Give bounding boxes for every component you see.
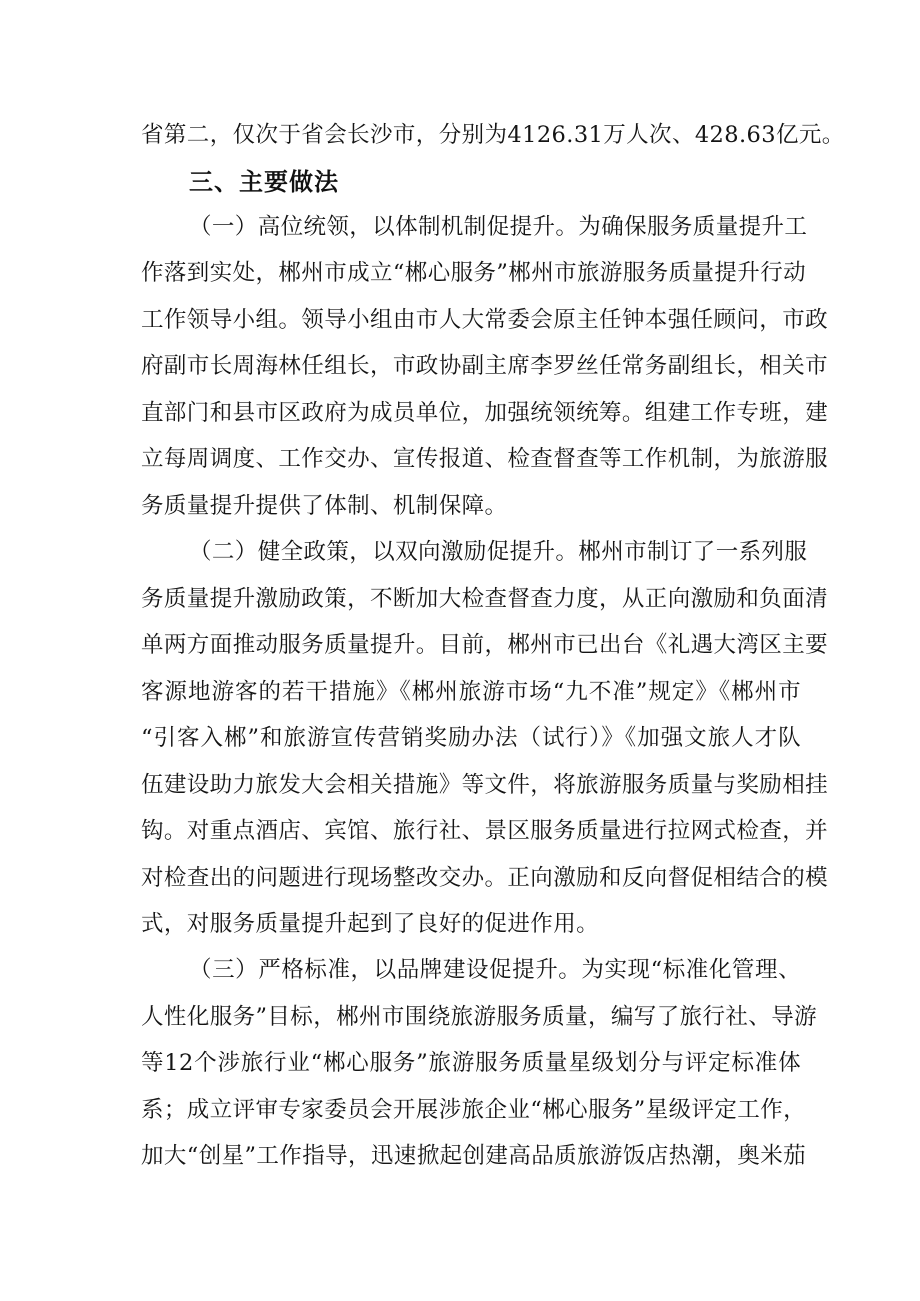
- paragraph-2-line-9: 式，对服务质量提升起到了良好的促进作用。: [141, 911, 600, 937]
- paragraph-2-line-6: 伍建设助力旅发大会相关措施》等文件，将旅游服务质量与奖励相挂: [141, 772, 829, 798]
- paragraph-3-line-2: 人性化服务”目标，郴州市围绕旅游服务质量，编写了旅行社、导游: [141, 1004, 818, 1030]
- paragraph-2-line-8: 对检查出的问题进行现场整改交办。正向激励和反向督促相结合的模: [141, 865, 829, 891]
- text-line-1: 省第二，仅次于省会长沙市，分别为4126.31万人次、428.63亿元。: [141, 122, 845, 148]
- paragraph-2-line-2: 务质量提升激励政策，不断加大检查督查力度，从正向激励和负面清: [141, 586, 829, 612]
- paragraph-1-line-6: 立每周调度、工作交办、宣传报道、检查督查等工作机制，为旅游服: [141, 446, 829, 472]
- paragraph-3-line-3: 等12个涉旅行业“郴心服务”旅游服务质量星级划分与评定标准体: [141, 1050, 801, 1076]
- paragraph-1-line-7: 务质量提升提供了体制、机制保障。: [141, 493, 508, 519]
- paragraph-2-line-7: 钩。对重点酒店、宾馆、旅行社、景区服务质量进行拉网式检查，并: [141, 818, 829, 844]
- paragraph-1-line-1: （一）高位统领，以体制机制促提升。为确保服务质量提升工: [189, 214, 808, 240]
- paragraph-2-line-4: 客源地游客的若干措施》《郴州旅游市场“九不准”规定》《郴州市: [141, 679, 801, 705]
- paragraph-1-line-4: 府副市长周海林任组长，市政协副主席李罗丝任常务副组长，相关市: [141, 353, 829, 379]
- section-heading: 三、主要做法: [189, 168, 339, 196]
- paragraph-1-line-3: 工作领导小组。领导小组由市人大常委会原主任钟本强任顾问，市政: [141, 307, 829, 333]
- paragraph-2-line-1: （二）健全政策，以双向激励促提升。郴州市制订了一系列服: [189, 539, 808, 565]
- paragraph-1-line-2: 作落到实处，郴州市成立“郴心服务”郴州市旅游服务质量提升行动: [141, 260, 807, 286]
- paragraph-3-line-5: 加大“创星”工作指导，迅速掀起创建高品质旅游饭店热潮，奥米茄: [141, 1143, 807, 1169]
- paragraph-3-line-1: （三）严格标准，以品牌建设促提升。为实现“标准化管理、: [189, 957, 801, 983]
- paragraph-2-line-3: 单两方面推动服务质量提升。目前，郴州市已出台《礼遇大湾区主要: [141, 632, 829, 658]
- paragraph-1-line-5: 直部门和县市区政府为成员单位，加强统领统筹。组建工作专班，建: [141, 400, 829, 426]
- paragraph-2-line-5: “引客入郴”和旅游宣传营销奖励办法（试行）》《加强文旅人才队: [141, 725, 801, 751]
- paragraph-3-line-4: 系；成立评审专家委员会开展涉旅企业“郴心服务”星级评定工作，: [141, 1097, 807, 1123]
